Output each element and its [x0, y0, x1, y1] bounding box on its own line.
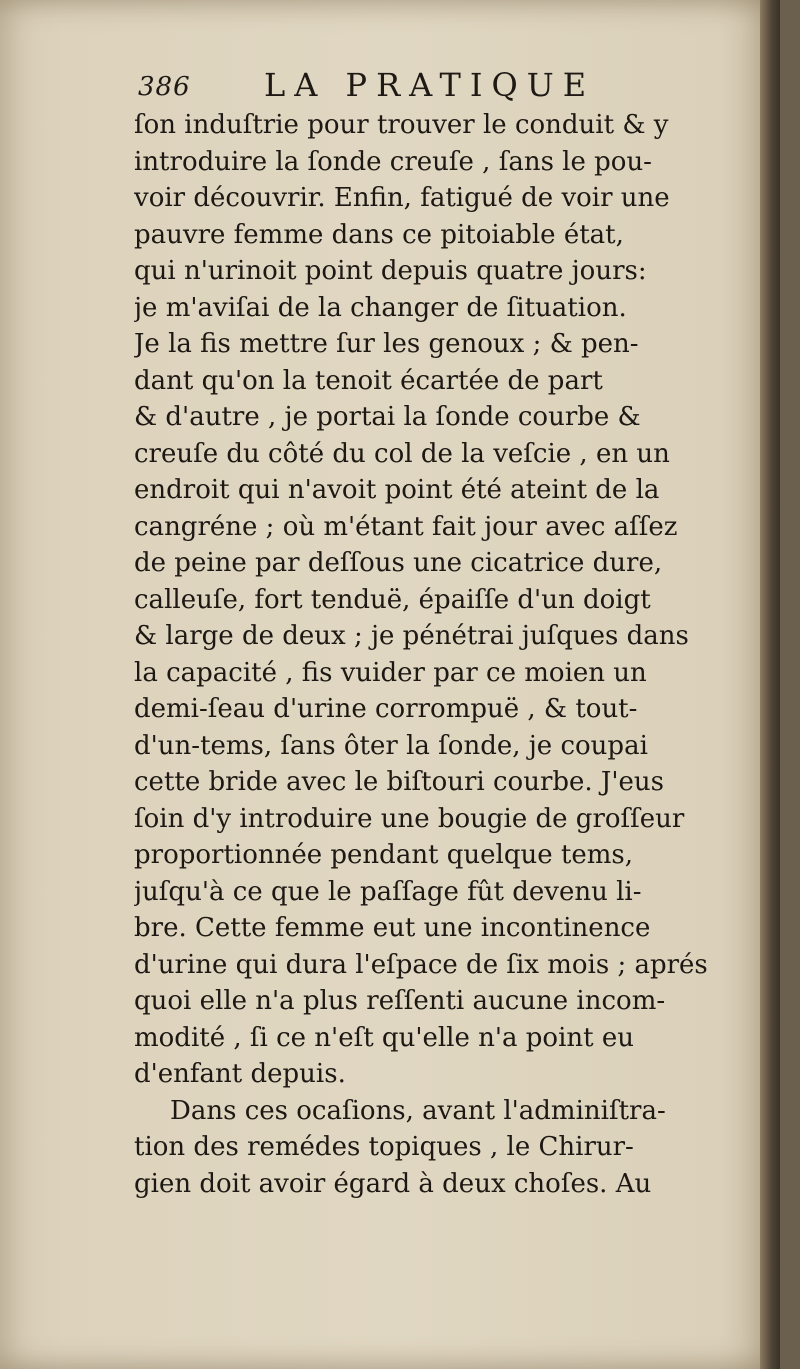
page-header [138, 66, 678, 106]
text-line: creuſe du côté du col de la veſcie , en un [134, 438, 670, 469]
text-line: demi-ſeau d'urine corrompuë , & tout- [134, 694, 638, 724]
text-line: juſqu'à ce que le paſſage fût devenu li- [134, 876, 642, 907]
text-line: endroit qui n'avoit point été ateint de la [134, 475, 660, 505]
text-line: ſoin d'y introduire une bougie de groſſeur [134, 803, 685, 834]
text-line: gien doit avoir égard à deux choſes. Au [134, 1168, 652, 1199]
text-line: modité , ſi ce n'eſt qu'elle n'a point eu [134, 1022, 634, 1053]
page-spine-edge [760, 0, 780, 1369]
text-line: Je la fis mettre ſur les genoux ; & pen- [134, 329, 639, 359]
text-line: & large de deux ; je pénétrai juſques dans [134, 621, 689, 651]
text-line: la capacité , fis vuider par ce moien un [134, 657, 647, 688]
text-line: voir découvrir. Enfin, fatigué de voir une [134, 183, 670, 213]
page-number: 386 [138, 72, 191, 102]
text-line: d'enfant depuis. [134, 1059, 346, 1089]
text-line: cette bride avec le biſtouri courbe. J'eus [134, 767, 664, 797]
text-line: cangréne ; où m'étant fait jour avec aſſez [134, 511, 678, 542]
text-line: ſon induſtrie pour trouver le conduit & y [134, 110, 669, 140]
text-line: dant qu'on la tenoit écartée de part [134, 365, 603, 396]
text-line: & d'autre , je portai la ſonde courbe & [134, 402, 641, 432]
text-line: je m'aviſai de la changer de ſituation. [134, 292, 627, 323]
text-line: d'un-tems, ſans ôter la ſonde, je coupai [134, 730, 648, 761]
text-line: d'urine qui dura l'eſpace de ſix mois ; aprés [134, 949, 708, 980]
text-line: bre. Cette femme eut une incontinence [134, 913, 651, 943]
text-line: proportionnée pendant quelque tems, [134, 840, 634, 870]
running-title: LA PRATIQUE [264, 66, 596, 104]
text-line: pauvre femme dans ce pitoiable état, [134, 219, 624, 250]
text-line: tion des remédes topiques , le Chirur- [134, 1132, 634, 1162]
body-text [134, 107, 740, 1202]
paragraph-first-line: Dans ces ocaſions, avant l'adminiſtra- [170, 1095, 666, 1126]
text-line: calleuſe, fort tenduë, épaiſſe d'un doigt [134, 584, 651, 615]
text-line: introduire la ſonde creuſe , ſans le pou- [134, 146, 652, 177]
text-line: de peine par deſſous une cicatrice dure, [134, 548, 663, 578]
text-line: qui n'urinoit point depuis quatre jours: [134, 256, 647, 286]
text-line: quoi elle n'a plus reſſenti aucune incom- [134, 986, 666, 1016]
